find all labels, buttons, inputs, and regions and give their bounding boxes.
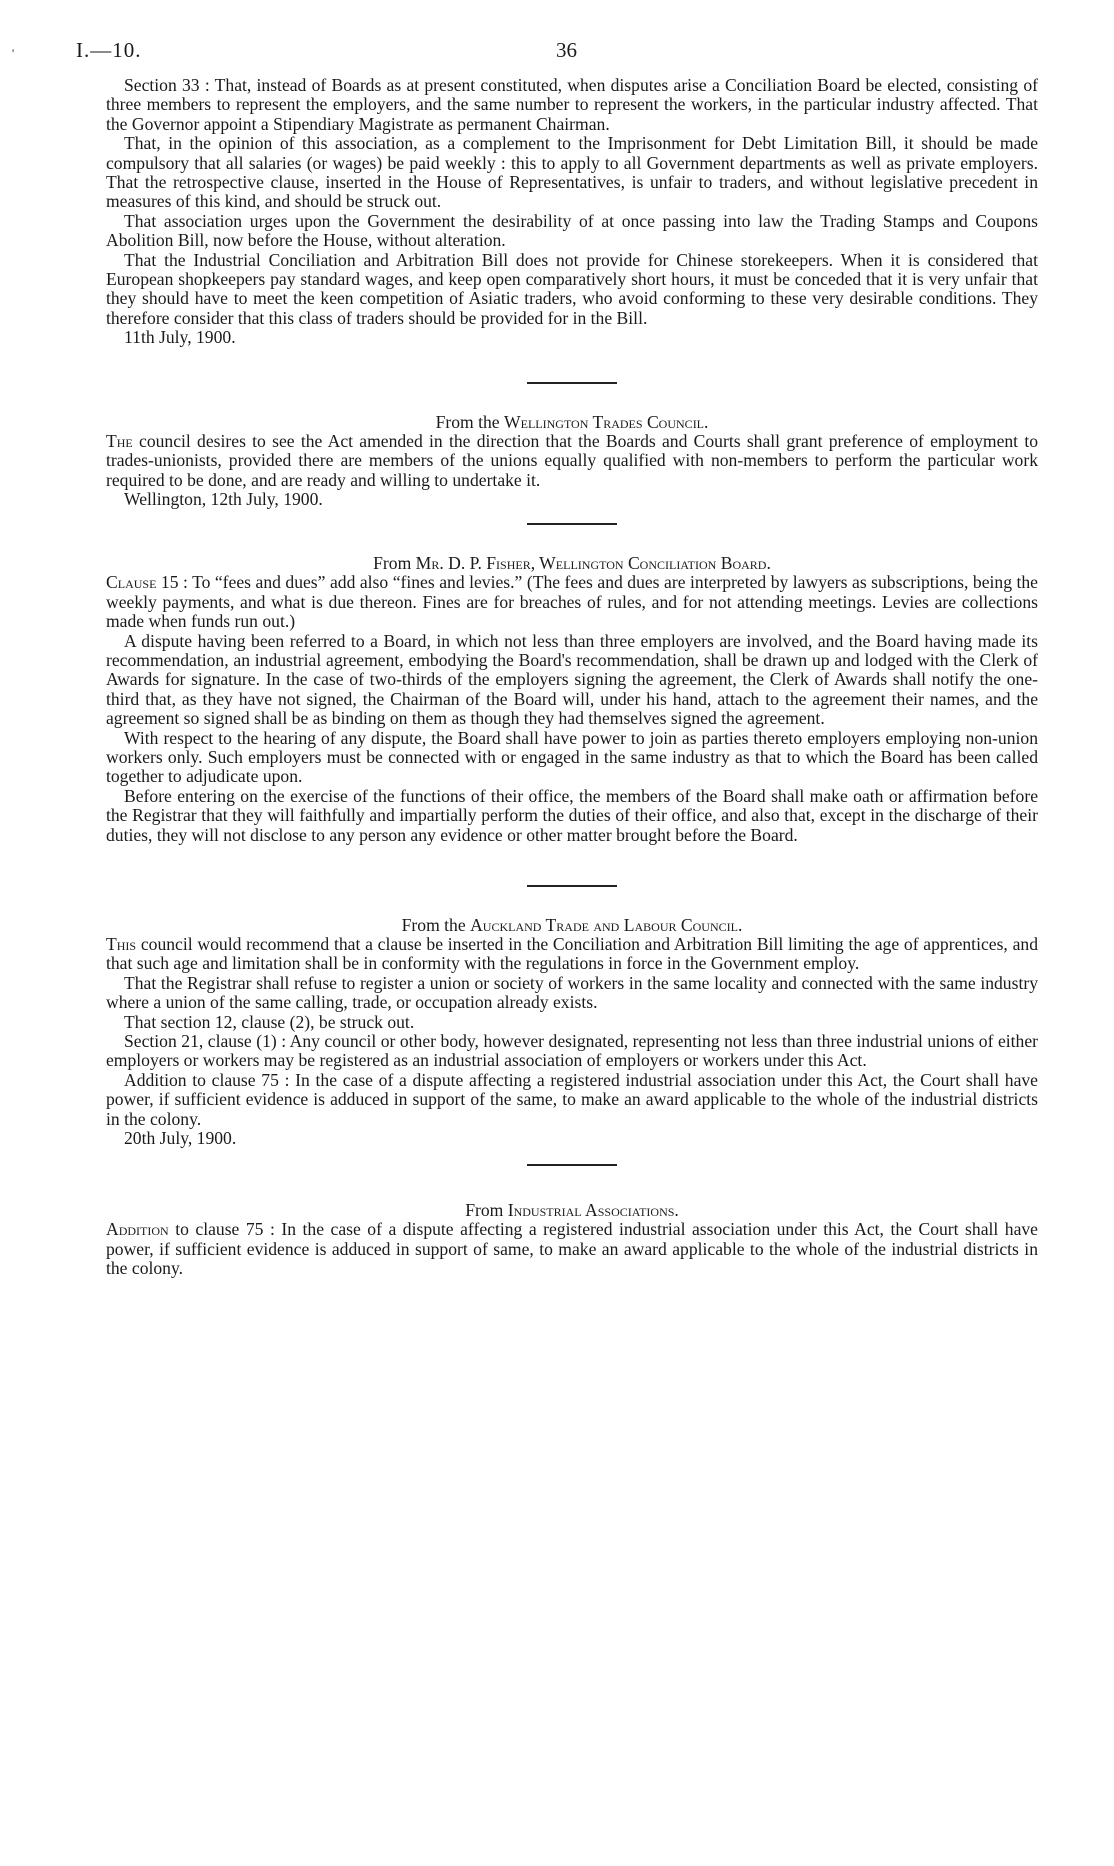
heading-name: Industrial Associations. (507, 1200, 679, 1221)
paragraph (106, 935, 1038, 974)
heading-prefix: From the (435, 411, 500, 432)
paragraph: That the Registrar shall refuse to register a union or society of workers in the same locality and connected with the same industry where a union of the same calling, trade, or occupation already exists. (106, 972, 1038, 1013)
divider-rule (527, 382, 617, 384)
paragraph-body: council desires to see the Act amended in the direction that the Boards and Courts shall grant preference of employment to trades-unionists, provided there are members of the unions equally qualified with non-members to perform the particular work required to be done, and are ready and willing to undertake it. (106, 430, 1039, 490)
date-line: 11th July, 1900. (124, 327, 236, 348)
heading-name: Mr. D. P. Fisher, Wellington Conciliation Board. (415, 553, 771, 574)
document-page (12, 38, 1039, 1279)
heading-prefix: From the (401, 915, 466, 935)
section-heading (106, 915, 1038, 935)
paragraph: With respect to the hearing of any dispute, the Board shall have power to join as parties thereto employers employing non-union workers only. Such employers must be connected with or engaged in the same industry as that to which the Board has been called together to adjudicate upon. (106, 727, 1038, 787)
date-line: Wellington, 12th July, 1900. (124, 488, 323, 509)
page-header (12, 38, 1038, 72)
paragraph: Addition to clause 75 : In the case of a dispute affecting a registered industrial association under this Act, the Court shall have power, if sufficient evidence is adduced in support of the same, to make an award applicable to the whole of the industrial districts in the colony. (106, 1069, 1038, 1129)
lead-word: This (106, 934, 137, 954)
paragraph-body: to clause 75 : In the case of a dispute affecting a registered industrial association under this Act, the Court shall have power, if sufficient evidence is adduced in support of same, to make an award applicable to the whole of the industrial districts in the colony. (106, 1219, 1038, 1279)
paragraph (106, 1220, 1038, 1278)
section-heading (106, 553, 1038, 573)
paragraph: That association urges upon the Government the desirability of at once passing into law the Trading Stamps and Coupons Abolition Bill, now before the House, without alteration. (106, 210, 1038, 251)
heading-name: Wellington Trades Council. (504, 411, 709, 432)
heading-name: Auckland Trade and Labour Council. (470, 915, 743, 935)
section-heading (106, 1200, 1038, 1220)
paragraph-body: 15 : To “fees and dues” add also “fines and levies.” (The fees and dues are interpreted by lawyers as subscriptions, being the weekly payments, and what is due thereon. Fines are for breaches of rules, and for not attending meetings. Levies are collections made when funds run out.) (106, 572, 1038, 632)
lead-word: Addition (106, 1219, 169, 1240)
paragraph: A dispute having been referred to a Board, in which not less than three employers are involved, and the Board having made its recommendation, an industrial agreement, embodying the Board's recommendation, shall be drawn up and lodged with the Clerk of Awards for signature. In the case of two-thirds of the employers signing the agreement, the Clerk of Awards shall notify the one-third that, as they have not signed, the Chairman of the Board will, under his hand, attach to the agreement their names, and the agreement so signed shall be as binding on them as though they had themselves signed the agreement. (106, 630, 1038, 729)
page-number: 36 (556, 38, 577, 62)
section-industrial-associations (106, 1200, 1038, 1278)
document-reference: I.—10. (76, 38, 142, 62)
paragraph: That the Industrial Conciliation and Arbitration Bill does not provide for Chinese storekeepers. When it is considered that European shopkeepers pay standard wages, and keep open comparatively short hours, it must be conceded that it is very unfair that they should have to meet the keen competition of Asiatic traders, who avoid conforming to these very desirable conditions. They therefore consider that this class of traders should be provided for in the Bill. (106, 249, 1038, 328)
lead-word: Clause (106, 572, 157, 593)
divider-rule (527, 1164, 617, 1166)
section-fisher-conciliation-board (106, 553, 1038, 845)
paragraph: That, in the opinion of this association, as a complement to the Imprisonment for Debt Limitation Bill, it should be made compulsory that all salaries (or wages) be paid weekly : this to apply to all Government departments as well as private employers. That the retrospective clause, inserted in the House of Representatives, is unfair to traders, and without legislative precedent in measures of this kind, and should be struck out. (106, 133, 1038, 212)
heading-prefix: From (373, 553, 412, 574)
stray-mark: ' (12, 46, 15, 60)
paragraph (106, 573, 1038, 631)
divider-rule (527, 885, 617, 887)
paragraph: Section 33 : That, instead of Boards as at present constituted, when disputes arise a Conciliation Board be elected, consisting of three members to represent the employers, and the same number to represent the workers, in the particular industry affected. That the Governor appoint a Stipendiary Magistrate as permanent Chairman. (106, 75, 1038, 134)
date-line: 20th July, 1900. (124, 1128, 237, 1149)
paragraph: That section 12, clause (2), be struck out. (124, 1011, 415, 1032)
divider-rule (527, 523, 617, 525)
section-continuation (106, 76, 1038, 348)
paragraph (106, 432, 1038, 490)
section-wellington-trades-council (106, 412, 1038, 510)
section-auckland-trade-labour-council (106, 915, 1038, 1148)
lead-word: The (106, 430, 133, 451)
paragraph-body: council would recommend that a clause be inserted in the Conciliation and Arbitration Bill limiting the age of apprentices, and that such age and limitation shall be in conformity with the regulations in force in the Government employ. (106, 934, 1038, 974)
section-heading (106, 412, 1038, 432)
paragraph: Section 21, clause (1) : Any council or other body, however designated, representing not less than three industrial unions of either employers or workers may be registered as an industrial association of employers or workers under this Act. (106, 1031, 1038, 1071)
heading-prefix: From (465, 1200, 504, 1221)
paragraph: Before entering on the exercise of the functions of their office, the members of the Board shall make oath or affirmation before the Registrar that they will faithfully and impartially perform the duties of their office, and also that, except in the discharge of their duties, they will not disclose to any person any evidence or other matter brought before the Board. (106, 785, 1038, 845)
